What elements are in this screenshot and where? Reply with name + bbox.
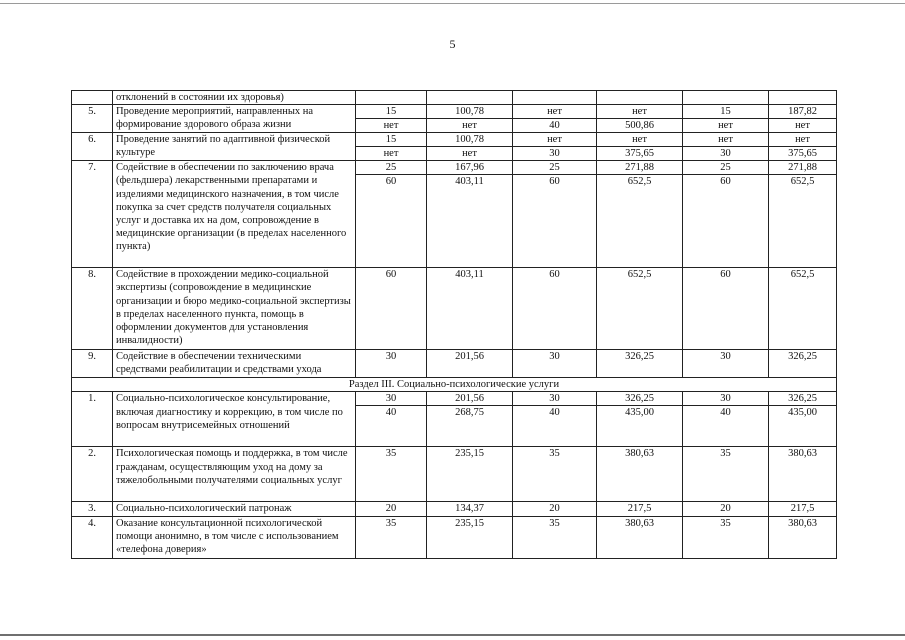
value-cell (513, 392, 597, 447)
value-cell (769, 392, 837, 447)
table-row (72, 516, 837, 558)
value-cell (597, 268, 683, 350)
value: 40 (720, 407, 731, 419)
value-cell (769, 133, 837, 161)
value: 652,5 (627, 269, 652, 281)
value: нет (597, 133, 682, 147)
value: 403,11 (455, 269, 484, 281)
value: нет (795, 120, 810, 132)
value-cell (597, 161, 683, 268)
value: 167,96 (427, 161, 512, 175)
value-cell (427, 516, 513, 558)
value: 60 (385, 176, 397, 188)
value: 30 (720, 351, 731, 363)
row-number: 2. (72, 447, 113, 502)
value: 35 (385, 448, 397, 460)
value-cell (427, 350, 513, 378)
value: 20 (720, 503, 731, 515)
value: 326,25 (597, 392, 682, 406)
table-row (72, 350, 837, 378)
page-number: 5 (449, 37, 456, 51)
value: 15 (683, 105, 768, 119)
value-cell (597, 105, 683, 133)
value: 20 (385, 503, 397, 515)
value-cell (769, 447, 837, 502)
value: 435,00 (625, 407, 654, 419)
row-number: 8. (72, 268, 113, 350)
service-name: Содействие в прохождении медико-социальной экспертизы (сопровождение в медицинские организации и бюро медико-социальной экспертизы в пределах населенного пункта, помощь в оформлении документов для установления инвалидности) (113, 268, 356, 350)
row-number-cell (72, 91, 113, 105)
value: 326,25 (769, 392, 836, 406)
value: 100,78 (427, 105, 512, 119)
service-name: Психологическая помощь и поддержка, в том числе гражданам, осуществляющим уход на дому за тяжелобольными получателями социальных услуг (113, 447, 356, 502)
row-number: 7. (72, 161, 113, 268)
value-cell (683, 161, 769, 268)
value-cell (683, 105, 769, 133)
continuation-text: отклонений в состоянии их здоровья) (113, 91, 356, 105)
value: нет (462, 148, 477, 160)
value-cell (427, 447, 513, 502)
value: 652,5 (790, 176, 815, 188)
value-cell (683, 502, 769, 516)
service-name: Проведение мероприятий, направленных на формирование здорового образа жизни (113, 105, 356, 133)
value-cell (356, 268, 427, 350)
value-cell (513, 502, 597, 516)
value: нет (597, 105, 682, 119)
value-cell (513, 447, 597, 502)
scan-edge-top (0, 3, 905, 4)
row-number: 6. (72, 133, 113, 161)
value-cell (427, 392, 513, 447)
value-cell (356, 133, 427, 161)
value: 60 (549, 176, 560, 188)
value: 134,37 (455, 503, 484, 515)
value-cell (513, 268, 597, 350)
value-cell (356, 105, 427, 133)
section-title: Раздел III. Социально-психологические услуги (72, 378, 837, 392)
value-cell (683, 392, 769, 447)
value: 30 (720, 148, 731, 160)
value: 20 (549, 503, 560, 515)
value: 217,5 (790, 503, 815, 515)
value: нет (718, 120, 733, 132)
row-number: 9. (72, 350, 113, 378)
table-row (72, 133, 837, 161)
value-cell (356, 392, 427, 447)
value-cell (597, 516, 683, 558)
value: нет (513, 133, 596, 147)
value-cell (513, 350, 597, 378)
value: 35 (720, 517, 731, 529)
value: 380,63 (788, 448, 817, 460)
value-cell (597, 502, 683, 516)
service-name: Оказание консультационной психологической помощи анонимно, в том числе с использованием «телефона доверия» (113, 516, 356, 558)
row-number: 5. (72, 105, 113, 133)
table-row (72, 502, 837, 516)
value: 40 (549, 407, 560, 419)
table-row (72, 447, 837, 502)
value: нет (383, 120, 399, 132)
service-name: Социально-психологический патронаж (113, 502, 356, 516)
service-name: Содействие в обеспечении техническими средствами реабилитации и средствами ухода (113, 350, 356, 378)
service-name: Содействие в обеспечении по заключению врача (фельдшера) лекарственными препаратами и изделиями медицинского назначения, в том числе покупка за счет средств получателя социальных услуг и доставка их на дом, сопровождение в медицинские организации (в пределах населенного пункта) (113, 161, 356, 268)
value: 268,75 (455, 407, 484, 419)
continuation-row (72, 91, 837, 105)
value: 235,15 (455, 448, 484, 460)
value-cell (769, 350, 837, 378)
value: нет (769, 133, 836, 147)
table-row (72, 161, 837, 268)
value-cell (597, 350, 683, 378)
value: 375,65 (625, 148, 654, 160)
value-cell (427, 105, 513, 133)
value: 35 (549, 448, 560, 460)
value-cell (597, 447, 683, 502)
value: 35 (385, 517, 397, 529)
value-cell (513, 133, 597, 161)
value-cell (597, 392, 683, 447)
value-cell (513, 516, 597, 558)
value: 30 (683, 392, 768, 406)
value-cell (356, 350, 427, 378)
value: нет (462, 120, 477, 132)
value-cell (427, 161, 513, 268)
value: 60 (720, 176, 731, 188)
row-number: 3. (72, 502, 113, 516)
value: 25 (683, 161, 768, 175)
value: нет (683, 133, 768, 147)
value: 30 (549, 148, 560, 160)
value: 217,5 (627, 503, 652, 515)
value-cell (769, 105, 837, 133)
value: 60 (385, 269, 397, 281)
service-name: Проведение занятий по адаптивной физической культуре (113, 133, 356, 161)
services-table (71, 90, 837, 559)
value: 60 (549, 269, 560, 281)
value: 60 (720, 269, 731, 281)
value: 100,78 (427, 133, 512, 147)
value: нет (513, 105, 596, 119)
value-cell (513, 161, 597, 268)
value: 380,63 (625, 448, 654, 460)
value-cell (427, 133, 513, 161)
value-cell (769, 516, 837, 558)
table-row (72, 392, 837, 447)
value: 35 (549, 517, 560, 529)
value-cell (597, 133, 683, 161)
value-cell (356, 447, 427, 502)
value-cell (427, 268, 513, 350)
value: 201,56 (455, 351, 484, 363)
value: 235,15 (455, 517, 484, 529)
value: 187,82 (769, 105, 836, 119)
value: 40 (385, 407, 397, 419)
value-cell (356, 502, 427, 516)
value-cell (769, 268, 837, 350)
value-cell (683, 447, 769, 502)
value: нет (383, 148, 399, 160)
value-cell (769, 161, 837, 268)
value: 201,56 (427, 392, 512, 406)
value: 375,65 (788, 148, 817, 160)
value: 30 (513, 392, 596, 406)
value: 380,63 (788, 517, 817, 529)
section-row (72, 378, 837, 392)
value-cell (769, 502, 837, 516)
value-cell (513, 105, 597, 133)
value: 15 (356, 105, 426, 119)
value: 271,88 (597, 161, 682, 175)
value: 25 (513, 161, 596, 175)
value: 271,88 (769, 161, 836, 175)
value: 15 (356, 133, 426, 147)
value: 30 (356, 392, 426, 406)
value: 326,25 (625, 351, 654, 363)
scan-edge-bottom (0, 634, 905, 636)
value-cell (683, 350, 769, 378)
value: 403,11 (455, 176, 484, 188)
value: 326,25 (788, 351, 817, 363)
value: 35 (720, 448, 731, 460)
value: 380,63 (625, 517, 654, 529)
value: 40 (549, 120, 560, 132)
value-cell (683, 516, 769, 558)
value: 30 (385, 351, 397, 363)
row-number: 1. (72, 392, 113, 447)
table-row (72, 268, 837, 350)
service-name: Социально-психологическое консультирование, включая диагностику и коррекцию, в том числе по вопросам внутрисемейных отношений (113, 392, 356, 447)
row-number: 4. (72, 516, 113, 558)
table-row (72, 105, 837, 133)
value: 30 (549, 351, 560, 363)
value: 25 (356, 161, 426, 175)
value-cell (683, 133, 769, 161)
value: 652,5 (627, 176, 652, 188)
value-cell (356, 161, 427, 268)
table-body (72, 91, 837, 559)
value-cell (427, 502, 513, 516)
value-cell (356, 516, 427, 558)
value-cell (683, 268, 769, 350)
value: 500,86 (625, 120, 654, 132)
value: 652,5 (790, 269, 815, 281)
value: 435,00 (788, 407, 817, 419)
